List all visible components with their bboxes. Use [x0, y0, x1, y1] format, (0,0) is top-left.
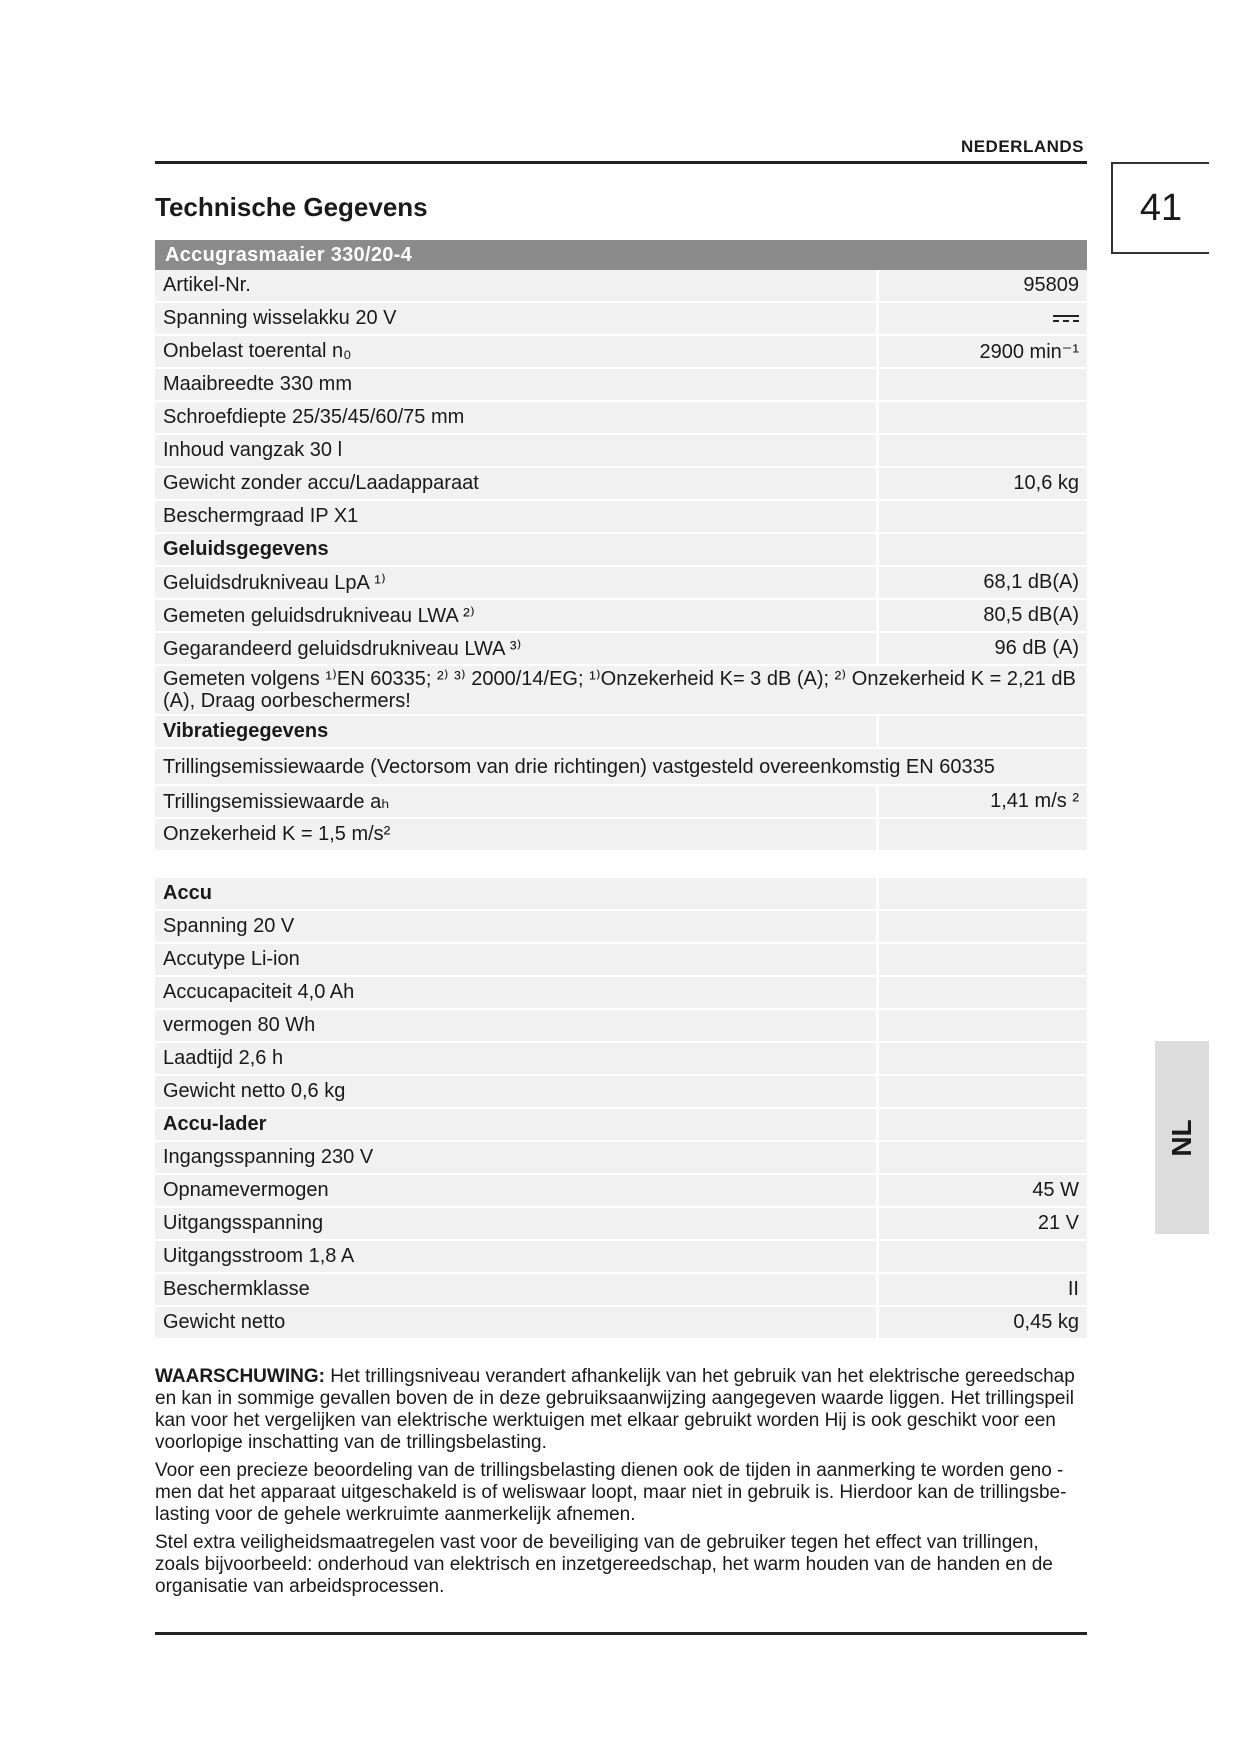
spec-label: Gewicht netto [155, 1306, 877, 1339]
page-title: Technische Gegevens [155, 192, 428, 222]
table-row [155, 434, 1087, 467]
model-header: Accugrasmaaier 330/20-4 [155, 240, 1087, 270]
warning-paragraph: Voor een precieze beoordeling van de trillingsbelasting dienen ook de tijden in aanmerking te worden geno - men dat het apparaat uitgeschakeld is of weliswaar loopt, maar niet in gebruik is. Hierdoor kan de trillingsbe- lasting voor de gehele werkruimte aanmerkelijk afnemen. [155, 1460, 1067, 1525]
spec-value: 95809 [877, 270, 1087, 302]
spec-label: Gewicht netto 0,6 kg [155, 1075, 877, 1108]
table-row [155, 665, 1087, 715]
spec-value [877, 878, 1087, 910]
warning-block [155, 1366, 1087, 1604]
spec-value: 2900 min⁻¹ [877, 335, 1087, 368]
spec-label: Onbelast toerental n₀ [155, 335, 877, 368]
table-row [155, 1042, 1087, 1075]
side-tab-label: NL [1166, 1118, 1197, 1157]
table-row [155, 1009, 1087, 1042]
table-row [155, 976, 1087, 1009]
spec-label: Uitgangsspanning [155, 1207, 877, 1240]
table-row [155, 910, 1087, 943]
spec-value [877, 715, 1087, 748]
spec-value: 10,6 kg [877, 467, 1087, 500]
spec-label: Beschermgraad IP X1 [155, 500, 877, 533]
table-row [155, 1141, 1087, 1174]
table-row [155, 566, 1087, 599]
spec-value: 80,5 dB(A) [877, 599, 1087, 632]
spec-value [877, 1141, 1087, 1174]
spec-value [877, 1075, 1087, 1108]
language-header: NEDERLANDS [960, 137, 1084, 156]
warning-label: WAARSCHUWING: [155, 1366, 325, 1387]
spec-label: Gegarandeerd geluidsdrukniveau LWA ³⁾ [155, 632, 877, 665]
spec-label: Opnamevermogen [155, 1174, 877, 1207]
spec-value [877, 1108, 1087, 1141]
spec-label: Spanning 20 V [155, 910, 877, 943]
spec-label: Maaibreedte 330 mm [155, 368, 877, 401]
table-row [155, 335, 1087, 368]
table-row [155, 1174, 1087, 1207]
spec-label: vermogen 80 Wh [155, 1009, 877, 1042]
spec-value: 68,1 dB(A) [877, 566, 1087, 599]
section-title: Accu [155, 878, 877, 910]
spec-value: 21 V [877, 1207, 1087, 1240]
spec-label: Laadtijd 2,6 h [155, 1042, 877, 1075]
table-row [155, 748, 1087, 785]
top-rule [155, 161, 1087, 164]
spec-value [877, 401, 1087, 434]
spec-value [877, 533, 1087, 566]
table-row [155, 500, 1087, 533]
spec-value [877, 1042, 1087, 1075]
warning-text: Het trillingsniveau verandert afhankelijk van het gebruik van het elektrische gereedschap en kan in sommige gevallen boven de in deze gebruiksaanwijzing aangegeven waarde liggen. Het trillingspeil kan voor het vergelijken van elektrische werktuigen met elkaar gebruikt worden Hij is ook geschikt voor een voorlopige inschatting van de trillingsbelasting. [155, 1366, 1075, 1453]
bottom-rule [155, 1632, 1087, 1635]
spec-value: 96 dB (A) [877, 632, 1087, 665]
spec-value [877, 302, 1087, 335]
table-row [155, 368, 1087, 401]
spec-value [877, 976, 1087, 1009]
table-row [155, 1240, 1087, 1273]
spec-value [877, 1009, 1087, 1042]
page-number: 41 [1111, 162, 1209, 254]
section-header-vibration [155, 715, 1087, 748]
spec-label: Gewicht zonder accu/Laadapparaat [155, 467, 877, 500]
table-row [155, 943, 1087, 976]
table-row [155, 270, 1087, 302]
spec-label: Geluidsdrukniveau LpA ¹⁾ [155, 566, 877, 599]
spec-label: Gemeten geluidsdrukniveau LWA ²⁾ [155, 599, 877, 632]
spec-value [877, 434, 1087, 467]
spec-value: II [877, 1273, 1087, 1306]
spec-label: Trillingsemissiewaarde aₕ [155, 785, 877, 818]
vibration-description: Trillingsemissiewaarde (Vectorsom van drie richtingen) vastgesteld overeenkomstig EN 60335 [155, 748, 1087, 785]
section-header-charger [155, 1108, 1087, 1141]
table-row [155, 818, 1087, 851]
spec-label: Schroefdiepte 25/35/45/60/75 mm [155, 401, 877, 434]
section-title: Vibratiegegevens [155, 715, 877, 748]
spec-table-battery [155, 878, 1087, 1340]
spec-label: Accutype Li-ion [155, 943, 877, 976]
spec-label: Artikel-Nr. [155, 270, 877, 302]
table-row [155, 785, 1087, 818]
spec-label: Onzekerheid K = 1,5 m/s² [155, 818, 877, 851]
spec-value [877, 818, 1087, 851]
table-row [155, 1273, 1087, 1306]
warning-paragraph: Stel extra veiligheidsmaatregelen vast voor de beveiliging van de gebruiker tegen het effect van trillingen, zoals bijvoorbeeld: onderhoud van elektrisch en inzetgereedschap, het warm houden van de handen en de organisatie van arbeidsprocessen. [155, 1532, 1053, 1597]
section-title: Accu-lader [155, 1108, 877, 1141]
spec-value [877, 368, 1087, 401]
spec-label: Uitgangsstroom 1,8 A [155, 1240, 877, 1273]
section-header-battery [155, 878, 1087, 910]
spec-value: 1,41 m/s ² [877, 785, 1087, 818]
table-row [155, 1207, 1087, 1240]
table-row [155, 302, 1087, 335]
table-row [155, 632, 1087, 665]
table-row [155, 1306, 1087, 1339]
spec-label: Beschermklasse [155, 1273, 877, 1306]
dc-current-icon [1053, 314, 1079, 324]
sound-footnote: Gemeten volgens ¹⁾EN 60335; ²⁾ ³⁾ 2000/14/EG; ¹⁾Onzekerheid K= 3 dB (A); ²⁾ Onzekerheid K = 2,21 dB (A), Draag oorbeschermers! [155, 665, 1087, 715]
spec-value [877, 500, 1087, 533]
spec-label: Inhoud vangzak 30 l [155, 434, 877, 467]
spec-value [877, 910, 1087, 943]
table-row [155, 467, 1087, 500]
spec-value [877, 943, 1087, 976]
spec-label: Spanning wisselakku 20 V [155, 302, 877, 335]
spec-table-mower [155, 240, 1087, 852]
table-row [155, 599, 1087, 632]
spec-label: Accucapaciteit 4,0 Ah [155, 976, 877, 1009]
section-header-sound [155, 533, 1087, 566]
spec-value: 0,45 kg [877, 1306, 1087, 1339]
spec-value: 45 W [877, 1174, 1087, 1207]
language-side-tab [1155, 1041, 1209, 1234]
spec-value [877, 1240, 1087, 1273]
warning-paragraph [155, 1366, 1087, 1454]
spec-label: Ingangsspanning 230 V [155, 1141, 877, 1174]
section-title: Geluidsgegevens [155, 533, 877, 566]
table-row [155, 1075, 1087, 1108]
table-row [155, 401, 1087, 434]
